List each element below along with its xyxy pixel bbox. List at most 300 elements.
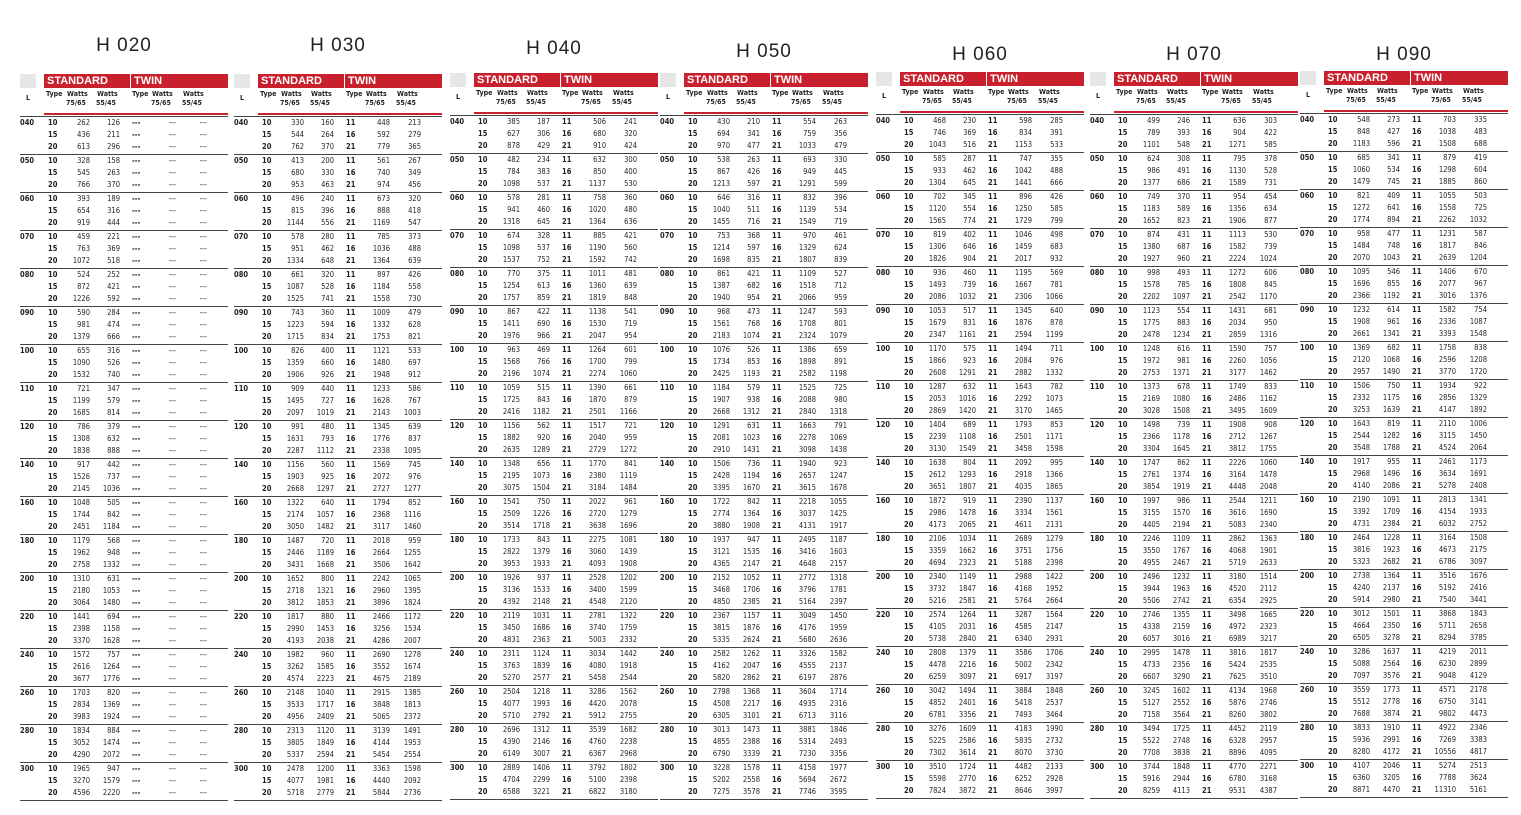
table-row [1300,228,1508,240]
std-watts-55-45: 579 [747,383,760,392]
twin-watts-55-45: 1211 [1259,496,1277,505]
std-watts-55-45: 1182 [532,407,550,416]
twin-watts-75-65: 795 [1233,154,1246,163]
table-row [660,596,868,608]
twin-type: 16 [1202,128,1212,137]
std-type: 15 [478,699,488,708]
std-type: 15 [262,206,272,215]
twin-watts-75-65: 1934 [1438,381,1456,390]
std-watts-55-45: 1068 [1382,355,1400,364]
std-watts-75-65: 5512 [1352,697,1370,706]
twin-watts-55-45: 1173 [1469,457,1487,466]
twin-watts-55-45: --- [199,750,207,759]
std-type: 20 [478,293,488,302]
twin-watts-55-45: 782 [1050,382,1063,391]
twin-watts-55-45: 628 [408,320,421,329]
table-row [660,166,868,178]
twin-type: 21 [1202,216,1212,225]
std-watts-75-65: 1048 [72,498,90,507]
section-header [20,74,228,88]
table-row [450,672,658,684]
table-row [450,520,658,532]
std-type: 10 [478,687,488,696]
twin-type: 11 [1202,686,1212,695]
std-watts-55-45: 393 [1177,128,1190,137]
twin-type: --- [132,726,141,735]
std-watts-55-45: 2363 [532,635,550,644]
twin-watts-55-45: --- [199,346,207,355]
std-watts-75-65: 2808 [928,648,946,657]
twin-type: 16 [1202,242,1212,251]
length-value: 200 [660,573,675,582]
twin-watts-55-45: 2119 [1259,724,1277,733]
std-watts-55-45: 3576 [1382,671,1400,680]
std-watts-55-45: 189 [107,194,120,203]
std-watts-75-65: 1095 [1352,267,1370,276]
twin-type: 16 [562,471,572,480]
length-value: 180 [20,536,35,545]
std-watts-75-65: 4338 [1142,622,1160,631]
twin-type: 16 [1202,204,1212,213]
table-row [1090,229,1298,241]
std-type: 20 [688,331,698,340]
twin-type: 11 [1202,724,1212,733]
std-watts-75-65: 330 [291,118,304,127]
std-watts-55-45: 1533 [532,585,550,594]
table-row [1090,191,1298,203]
twin-watts-75-65: 779 [377,142,390,151]
std-watts-55-45: 1508 [1172,406,1190,415]
twin-type: 11 [772,497,782,506]
std-type: 10 [478,535,488,544]
std-watts-55-45: 1431 [742,445,760,454]
twin-watts-75-65: --- [168,358,176,367]
std-watts-75-65: 624 [1147,154,1160,163]
std-watts-75-65: 2106 [928,534,946,543]
twin-watts-55-45: 1329 [1469,393,1487,402]
table-row [660,268,868,280]
std-watts-75-65: 1578 [1142,280,1160,289]
std-watts-75-65: 1872 [928,496,946,505]
twin-watts-75-65: 506 [593,117,606,126]
std-type: 15 [1328,583,1338,592]
twin-type: 16 [562,281,572,290]
twin-watts-75-65: 3256 [372,624,390,633]
model-title: H 040 [526,38,582,59]
table-row [1090,355,1298,367]
table-row [234,243,442,255]
twin-watts-75-65: 2275 [588,535,606,544]
section-header [450,73,658,87]
twin-watts-55-45: 3730 [1045,748,1063,757]
std-type: 10 [1118,230,1128,239]
twin-type: 11 [562,269,572,278]
length-value: 300 [1300,761,1315,770]
twin-watts-75-65: 5192 [1438,583,1456,592]
std-watts-55-45: 1645 [1172,444,1190,453]
table-row [1300,722,1508,734]
twin-type: 21 [562,293,572,302]
std-type: 15 [904,622,914,631]
std-type: 10 [688,687,698,696]
std-watts-55-45: 3205 [1382,773,1400,782]
std-watts-55-45: 682 [1387,343,1400,352]
std-watts-75-65: 1643 [1352,419,1370,428]
table-row [876,317,1084,329]
std-watts-75-65: 1226 [72,294,90,303]
length-group [234,534,442,572]
std-watts-75-65: 1076 [712,345,730,354]
twin-watts-55-45: 279 [408,130,421,139]
length-value: 240 [234,650,249,659]
std-watts-55-45: 1175 [1382,393,1400,402]
table-row [876,595,1084,607]
std-watts-75-65: 766 [77,180,90,189]
table-row [876,329,1084,341]
twin-watts-55-45: --- [199,446,207,455]
table-row [1300,442,1508,454]
twin-watts-55-45: --- [199,358,207,367]
twin-watts-75-65: 3177 [1228,368,1246,377]
table-row [876,709,1084,721]
std-watts-75-65: 1982 [286,650,304,659]
twin-watts-75-65: 1231 [1438,229,1456,238]
twin-type: 16 [1412,659,1422,668]
twin-watts-55-45: --- [199,434,207,443]
std-watts-75-65: 2145 [72,484,90,493]
length-group [234,572,442,610]
twin-watts-55-45: 606 [1264,268,1277,277]
std-watts-75-65: 578 [291,232,304,241]
std-watts1-sub: 75/65 [922,97,942,105]
table-row [660,610,868,622]
twin-watts-75-65: 3884 [1014,686,1032,695]
twin-watts-55-45: 1278 [403,650,421,659]
length-group [1300,531,1508,569]
table-row [1090,545,1298,557]
std-watts-55-45: 2356 [1172,660,1190,669]
std-watts-75-65: 1291 [712,421,730,430]
twin-type: 21 [988,786,998,795]
std-watts-75-65: 2311 [502,649,520,658]
twin-watts2-header: Watts [1253,88,1274,96]
twin-watts-75-65: 4448 [1228,482,1246,491]
table-row [450,368,658,380]
std-type: 20 [478,407,488,416]
std-type: 15 [688,205,698,214]
table-row [20,407,228,419]
std-watts-55-45: 880 [321,612,334,621]
twin-watts-75-65: --- [168,294,176,303]
twin-watts-75-65: 2544 [1228,496,1246,505]
std-watts-75-65: 1774 [1352,215,1370,224]
table-row [1090,317,1298,329]
std-watts-75-65: 1199 [72,396,90,405]
twin-watts-75-65: 3037 [798,509,816,518]
twin-type: 16 [346,662,356,671]
std-watts-55-45: 834 [321,332,334,341]
std-watts-55-45: 469 [537,345,550,354]
table-row [234,293,442,305]
twin-watts-55-45: 2398 [1045,558,1063,567]
twin-type: 11 [772,193,782,202]
std-watts-55-45: 596 [1387,139,1400,148]
std-type: 10 [262,726,272,735]
twin-type: --- [132,688,141,697]
std-watts-75-65: 1927 [1142,254,1160,263]
model-table-2 [450,0,658,815]
twin-type: 11 [1202,762,1212,771]
std-watts-55-45: 2031 [958,622,976,631]
std-type: 20 [688,483,698,492]
std-type: 20 [478,179,488,188]
std-watts-75-65: 1156 [502,421,520,430]
twin-watts-75-65: 8260 [1228,710,1246,719]
table-row [660,724,868,736]
table-row [1090,279,1298,291]
std-type: 10 [262,384,272,393]
twin-watts-55-45: 639 [408,256,421,265]
length-group [660,381,868,419]
twin-watts-75-65: 5711 [1438,621,1456,630]
twin-watts-75-65: 3016 [1438,291,1456,300]
std-watts-55-45: 694 [107,612,120,621]
std-watts-75-65: 1972 [1142,356,1160,365]
std-watts-55-45: 1490 [1382,367,1400,376]
twin-watts-55-45: 1385 [403,688,421,697]
std-watts-75-65: 545 [77,168,90,177]
twin-type: 21 [562,217,572,226]
table-row [876,469,1084,481]
twin-watts-55-45: 213 [408,118,421,127]
std-watts2-sub: 55/45 [736,98,756,106]
twin-watts-55-45: 355 [1050,154,1063,163]
table-row [876,481,1084,493]
table-row [876,507,1084,519]
std-watts-75-65: 7158 [1142,710,1160,719]
twin-type: 21 [346,218,356,227]
table-row [450,686,658,698]
length-value: 300 [660,763,675,772]
std-watts-55-45: 1264 [102,662,120,671]
twin-type: 11 [1202,268,1212,277]
std-watts-75-65: 578 [507,193,520,202]
std-watts-75-65: 2347 [928,330,946,339]
std-type: 15 [1328,203,1338,212]
table-row [1090,481,1298,493]
twin-watts-75-65: --- [168,598,176,607]
table-row [660,406,868,418]
length-group [234,686,442,724]
twin-watts-55-45: 424 [624,141,637,150]
std-watts-55-45: 862 [1177,458,1190,467]
std-type: 10 [688,459,698,468]
std-watts-75-65: 1834 [72,726,90,735]
std-watts-55-45: 518 [107,256,120,265]
std-type: 20 [904,672,914,681]
twin-type: 11 [346,156,356,165]
twin-watts-75-65: 1770 [588,459,606,468]
length-value: 280 [1090,724,1105,733]
length-value: 220 [876,610,891,619]
twin-watts-75-65: 2960 [372,586,390,595]
twin-type: 16 [1412,127,1422,136]
twin-watts-55-45: 2078 [619,699,637,708]
std-type: 15 [688,547,698,556]
twin-type: 16 [988,698,998,707]
twin-type: 11 [346,574,356,583]
twin-type: --- [132,636,141,645]
table-row [20,547,228,559]
std-watts-55-45: 2581 [958,596,976,605]
std-watts-75-65: 3050 [286,522,304,531]
std-watts-75-65: 4850 [712,597,730,606]
length-group [450,571,658,609]
table-row [450,648,658,660]
twin-watts-55-45: --- [199,484,207,493]
table-row [660,534,868,546]
std-watts-55-45: 308 [1177,154,1190,163]
std-watts-75-65: 1703 [72,688,90,697]
std-watts-55-45: 1341 [1382,329,1400,338]
std-watts-75-65: 2367 [712,611,730,620]
length-group [1300,455,1508,493]
std-watts2-header: Watts [737,89,758,97]
twin-type: --- [132,384,141,393]
twin-watts-75-65: 2072 [372,472,390,481]
twin-type: --- [132,370,141,379]
twin-watts-55-45: 1759 [619,623,637,632]
std-watts-75-65: 4574 [286,674,304,683]
std-watts-75-65: 1541 [502,497,520,506]
twin-type: 11 [1202,572,1212,581]
table-row [450,698,658,710]
std-type: 15 [688,357,698,366]
std-type: 20 [904,406,914,415]
std-watts-75-65: 4365 [712,559,730,568]
table-row [20,421,228,433]
twin-type: 16 [1412,469,1422,478]
twin-watts-75-65: 4131 [798,521,816,530]
table-row [1090,533,1298,545]
length-value: 180 [876,534,891,543]
std-watts-55-45: 2147 [742,559,760,568]
twin-type: --- [132,270,141,279]
twin-watts-55-45: 2931 [1045,634,1063,643]
std-watts-75-65: 2889 [502,763,520,772]
std-watts-75-65: 7097 [1352,671,1370,680]
twin-watts-55-45: 636 [624,217,637,226]
twin-watts-75-65: --- [168,422,176,431]
std-watts-75-65: 4508 [712,699,730,708]
std-watts-55-45: 2388 [742,737,760,746]
twin-type: --- [132,434,141,443]
table-row [876,583,1084,595]
header-rule [258,113,442,115]
twin-watts-55-45: --- [199,282,207,291]
twin-type: 21 [1412,595,1422,604]
std-watts-55-45: 594 [321,320,334,329]
twin-watts2-sub: 55/45 [1252,97,1272,105]
table-row [450,166,658,178]
length-group [234,116,442,154]
std-type: 20 [904,292,914,301]
std-watts-55-45: 1074 [532,369,550,378]
std-type: 20 [48,218,58,227]
std-watts-55-45: 757 [107,650,120,659]
std-type: 10 [688,611,698,620]
twin-watts-75-65: --- [168,548,176,557]
std-watts2-header: Watts [1167,88,1188,96]
twin-type: 21 [346,484,356,493]
std-watts-55-45: 736 [747,459,760,468]
table-row [1300,430,1508,442]
std-type: 15 [478,357,488,366]
std-watts-55-45: 1080 [1172,394,1190,403]
twin-type: 21 [1202,292,1212,301]
length-value: 300 [234,764,249,773]
twin-watts-55-45: 3180 [619,787,637,796]
length-value: 070 [876,230,891,239]
twin-watts-75-65: 3498 [1228,610,1246,619]
twin-watts-55-45: 2332 [619,635,637,644]
std-watts-55-45: 1178 [1172,432,1190,441]
twin-watts-75-65: 1517 [588,421,606,430]
table-row [20,611,228,623]
twin-watts-75-65: 1138 [588,307,606,316]
table-row [450,356,658,368]
twin-watts-75-65: 5876 [1228,698,1246,707]
twin-watts-55-45: 1202 [619,573,637,582]
twin-watts-55-45: 959 [834,293,847,302]
twin-type: 11 [346,498,356,507]
twin-watts-75-65: 5002 [1014,660,1032,669]
std-type: 20 [478,749,488,758]
twin-type: --- [132,738,141,747]
twin-watts-75-65: 1817 [1438,241,1456,250]
table-row [234,687,442,699]
twin-type: 21 [988,292,998,301]
twin-watts-55-45: --- [199,498,207,507]
twin-type: 16 [1202,432,1212,441]
twin-type: 11 [346,650,356,659]
twin-watts-55-45: 4473 [1469,709,1487,718]
table-row [234,623,442,635]
std-type: 10 [262,536,272,545]
twin-watts-55-45: 841 [624,459,637,468]
twin-watts-75-65: --- [168,726,176,735]
std-type: 20 [688,255,698,264]
std-watts-55-45: 645 [537,217,550,226]
twin-header: TWIN [344,74,442,88]
std-type: 15 [48,168,58,177]
length-group [234,154,442,192]
twin-type: 21 [988,634,998,643]
twin-type: 16 [346,130,356,139]
std-watts-75-65: 1441 [72,612,90,621]
table-row [1300,708,1508,720]
twin-watts-75-65: 4154 [1438,507,1456,516]
table-row [234,193,442,205]
twin-watts-55-45: 1056 [1259,356,1277,365]
twin-type: 16 [562,395,572,404]
std-type: 20 [1328,329,1338,338]
length-value: 160 [876,496,891,505]
std-type: 15 [48,510,58,519]
std-type: 10 [478,269,488,278]
table-row [450,774,658,786]
twin-type: 11 [1202,154,1212,163]
